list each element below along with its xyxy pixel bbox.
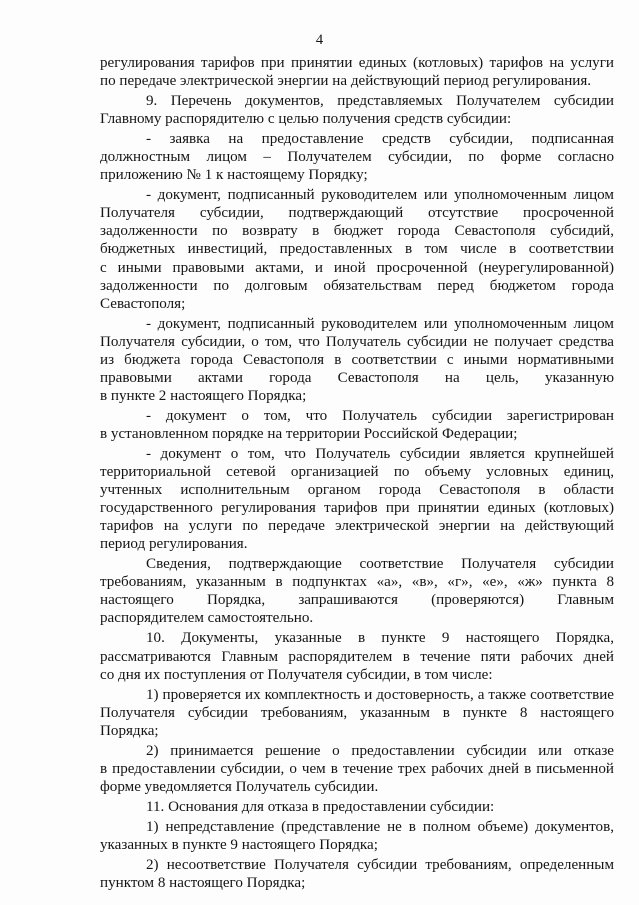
text-line: с иными правовыми актами, и иной просроченной (неурегулированной) bbox=[100, 259, 614, 276]
text-line: Получателя субсидии, подтверждающий отсутствие просроченной bbox=[100, 205, 614, 222]
paragraph bbox=[100, 407, 614, 443]
text-line: тарифов на услуги по передаче электрической энергии на действующий bbox=[100, 518, 614, 535]
text-line: Получателя субсидии требованиям, указанным в пункте 8 настоящего bbox=[100, 704, 614, 721]
paragraph bbox=[100, 856, 614, 892]
text-line: 11. Основания для отказа в предоставлении субсидии: bbox=[146, 798, 495, 815]
text-line: 9. Перечень документов, представляемых Получателем субсидии bbox=[146, 93, 614, 110]
page-number: 4 bbox=[315, 32, 324, 48]
text-line: Севастополя; bbox=[100, 295, 186, 312]
text-line: период регулирования. bbox=[100, 536, 248, 553]
text-line: 2) принимается решение о предоставлении субсидии или отказе bbox=[146, 742, 614, 759]
text-line: - заявка на предоставление средств субсидии, подписанная bbox=[146, 131, 614, 148]
paragraph bbox=[100, 686, 614, 740]
text-line: указанных в пункте 9 настоящего Порядка; bbox=[100, 836, 378, 853]
paragraph bbox=[100, 186, 614, 312]
text-line: 2) несоответствие Получателя субсидии требованиям, определенным bbox=[146, 857, 614, 874]
paragraph bbox=[100, 818, 614, 854]
text-line: регулирования тарифов при принятии единых (котловых) тарифов на услуги bbox=[100, 55, 614, 71]
text-line: правовыми актами города Севастополя на цель, указанную bbox=[100, 369, 614, 386]
text-line: рассматриваются Главным распорядителем в течение пяти рабочих дней bbox=[100, 648, 614, 665]
text-line: задолженности по долговым обязательствам перед бюджетом города bbox=[100, 277, 614, 294]
text-line: должностным лицом – Получателем субсидии, по форме согласно bbox=[100, 149, 614, 166]
text-line: настоящего Порядка, запрашиваются (проверяются) Главным bbox=[100, 592, 614, 609]
text-line: в предоставлении субсидии, о чем в течение трех рабочих дней в письменной bbox=[100, 760, 614, 777]
document-body bbox=[100, 54, 614, 892]
text-line: - документ, подписанный руководителем или уполномоченным лицом bbox=[146, 315, 614, 332]
text-line: пунктом 8 настоящего Порядка; bbox=[100, 875, 306, 892]
text-line: в пункте 2 настоящего Порядка; bbox=[100, 387, 307, 404]
text-line: учтенных исполнительным органом города Севастополя в области bbox=[100, 482, 614, 499]
text-line: 1) проверяется их комплектность и достоверность, а также соответствие bbox=[146, 686, 614, 703]
paragraph bbox=[100, 54, 614, 90]
paragraph bbox=[100, 315, 614, 405]
paragraph bbox=[100, 742, 614, 796]
text-line: требованиям, указанным в подпунктах «а», «в», «г», «е», «ж» пункта 8 bbox=[100, 574, 614, 591]
text-line: 1) непредставление (представление не в полном объеме) документов, bbox=[146, 818, 614, 835]
paragraph bbox=[100, 130, 614, 184]
text-line: 10. Документы, указанные в пункте 9 настоящего Порядка, bbox=[146, 630, 614, 647]
text-line: Сведения, подтверждающие соответствие Получателя субсидии bbox=[146, 556, 614, 573]
paragraph bbox=[100, 555, 614, 627]
text-line: из бюджета города Севастополя в соответствии с иными нормативными bbox=[100, 351, 614, 368]
text-line: - документ о том, что Получатель субсидии является крупнейшей bbox=[146, 445, 614, 462]
text-line: Получателя субсидии, о том, что Получатель субсидии не получает средства bbox=[100, 333, 614, 350]
text-line: - документ о том, что Получатель субсидии зарегистрирован bbox=[146, 407, 614, 424]
paragraph bbox=[100, 629, 614, 683]
text-line: бюджетных инвестиций, предоставленных в том числе в соответствии bbox=[100, 241, 614, 258]
text-line: Порядка; bbox=[100, 722, 159, 739]
text-line: - документ, подписанный руководителем или уполномоченным лицом bbox=[146, 187, 614, 204]
text-line: распорядителем самостоятельно. bbox=[100, 610, 314, 627]
text-line: государственного регулирования тарифов при принятии единых (котловых) bbox=[100, 500, 614, 517]
paragraph bbox=[100, 92, 614, 128]
paragraph bbox=[100, 445, 614, 553]
text-line: приложению № 1 к настоящему Порядку; bbox=[100, 167, 368, 184]
text-line: форме уведомляется Получатель субсидии. bbox=[100, 778, 379, 795]
paragraph bbox=[100, 798, 614, 816]
text-line: по передаче электрической энергии на действующий период регулирования. bbox=[100, 73, 592, 90]
text-line: задолженности по возврату в бюджет города Севастополя субсидий, bbox=[100, 223, 614, 240]
text-line: в установленном порядке на территории Российской Федерации; bbox=[100, 425, 518, 442]
text-line: территориальной сетевой организацией по объему условных единиц, bbox=[100, 464, 614, 481]
text-line: Главному распорядителю с целью получения средств субсидии: bbox=[100, 111, 512, 128]
text-line: со дня их поступления от Получателя субсидии, в том числе: bbox=[100, 666, 493, 683]
